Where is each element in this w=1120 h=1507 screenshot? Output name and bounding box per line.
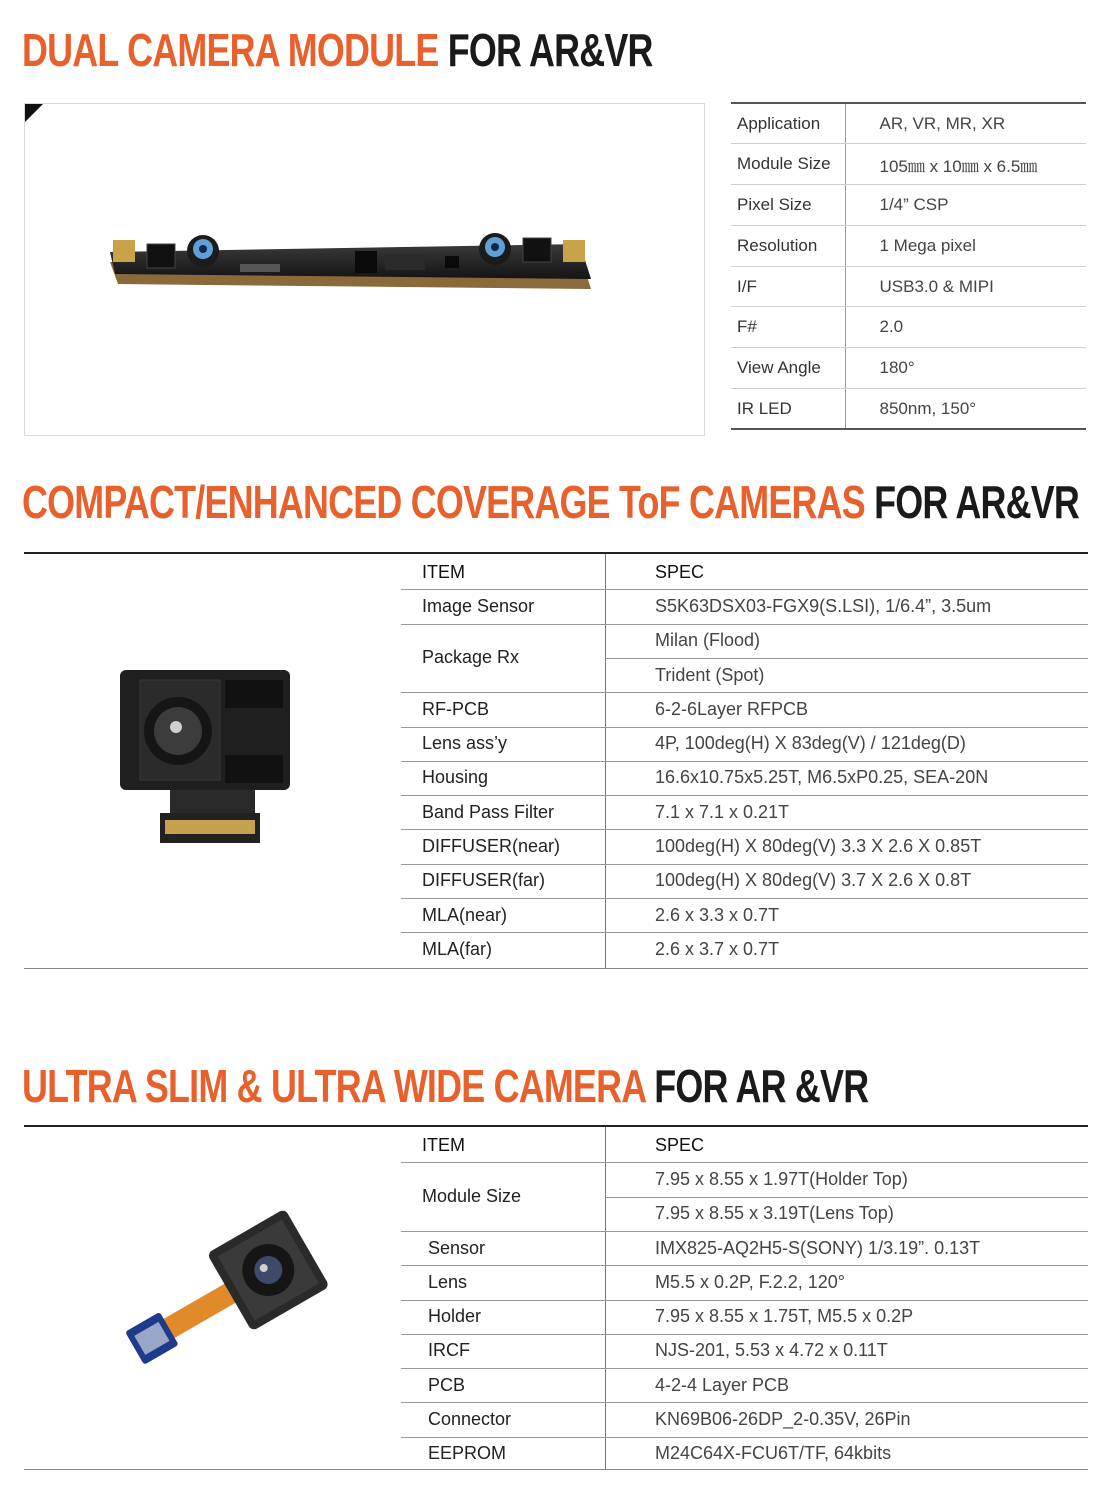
table-spec-value: 4P, 100deg(H) X 83deg(V) / 121deg(D) (655, 733, 966, 754)
table-item-label: Sensor (428, 1237, 486, 1258)
table-item-label: Band Pass Filter (422, 801, 555, 822)
table-item-label: EEPROM (428, 1443, 507, 1464)
spec-value: 105㎜ x 10㎜ x 6.5㎜ (845, 144, 1086, 185)
spec-label: Resolution (731, 225, 845, 266)
table-item-label: Package Rx (422, 647, 520, 668)
spec-label: F# (731, 307, 845, 348)
table-spec-value: 100deg(H) X 80deg(V) 3.3 X 2.6 X 0.85T (655, 836, 982, 857)
table-item-label: PCB (428, 1374, 466, 1395)
table-spec-value: KN69B06-26DP_2-0.35V, 26Pin (655, 1409, 911, 1430)
slim-camera-illustration (110, 1195, 340, 1395)
table-spec-value: Milan (Flood) (655, 630, 761, 651)
table-header-spec: SPEC (655, 1134, 705, 1155)
section1-title (22, 24, 653, 76)
tof-table-top-rule (24, 552, 1088, 554)
table-item-label: Holder (428, 1306, 482, 1327)
table-spec-value: 7.95 x 8.55 x 1.75T, M5.5 x 0.2P (655, 1306, 914, 1327)
tof-table-bottom-rule (24, 968, 1088, 969)
table-item-label: DIFFUSER(near) (422, 836, 561, 857)
table-spec-value: NJS-201, 5.53 x 4.72 x 0.11T (655, 1340, 888, 1361)
section1-title-orange: DUAL CAMERA MODULE (22, 24, 439, 76)
table-item-label: Image Sensor (422, 595, 535, 616)
table-spec-value: 16.6x10.75x5.25T, M6.5xP0.25, SEA-20N (655, 767, 989, 788)
table-item-label: MLA(near) (422, 904, 508, 925)
spec-label: Application (731, 103, 845, 144)
spec-label: Pixel Size (731, 185, 845, 226)
dual-camera-spec-table (731, 102, 1086, 430)
spec-label: I/F (731, 266, 845, 307)
spec-row (731, 307, 1086, 348)
spec-row (731, 103, 1086, 144)
table-item-label: Lens ass’y (422, 733, 508, 754)
spec-row (731, 266, 1086, 307)
table-spec-value: M5.5 x 0.2P, F.2.2, 120° (655, 1271, 845, 1292)
tof-camera-illustration (110, 665, 310, 865)
table-item-label: Lens (428, 1271, 468, 1292)
section2-title-dark: FOR AR&VR (874, 476, 1080, 528)
table-spec-value: 100deg(H) X 80deg(V) 3.7 X 2.6 X 0.8T (655, 870, 972, 891)
table-spec-value: 2.6 x 3.7 x 0.7T (655, 938, 780, 959)
spec-row (731, 348, 1086, 389)
table-spec-value: 2.6 x 3.3 x 0.7T (655, 904, 780, 925)
spec-value: 1/4” CSP (845, 185, 1086, 226)
table-spec-value: 6-2-6Layer RFPCB (655, 698, 809, 719)
section3-title-orange: ULTRA SLIM & ULTRA WIDE CAMERA (22, 1060, 646, 1112)
section1-title-dark: FOR AR&VR (447, 24, 653, 76)
dual-camera-board-illustration (25, 104, 706, 437)
spec-row (731, 144, 1086, 185)
section3-title-dark: FOR AR &VR (654, 1060, 869, 1112)
section2-title-orange: COMPACT/ENHANCED COVERAGE ToF CAMERAS (22, 476, 865, 528)
spec-label: View Angle (731, 348, 845, 389)
table-item-label: Module Size (422, 1186, 522, 1207)
table-spec-value: M24C64X-FCU6T/TF, 64kbits (655, 1443, 892, 1464)
table-spec-value: 7.95 x 8.55 x 3.19T(Lens Top) (655, 1203, 894, 1224)
table-item-label: DIFFUSER(far) (422, 870, 545, 891)
slim-table-top-rule (24, 1125, 1088, 1127)
section3-title (22, 1060, 869, 1112)
table-spec-value: 7.1 x 7.1 x 0.21T (655, 801, 790, 822)
table-item-label: RF-PCB (422, 698, 489, 719)
spec-value: 180° (845, 348, 1086, 389)
spec-row (731, 185, 1086, 226)
table-header-spec: SPEC (655, 561, 705, 582)
table-spec-value: S5K63DSX03-FGX9(S.LSI), 1/6.4”, 3.5um (655, 595, 992, 616)
table-header-item: ITEM (422, 561, 465, 582)
dual-camera-image (24, 103, 705, 436)
spec-row (731, 225, 1086, 266)
table-spec-value: 4-2-4 Layer PCB (655, 1374, 790, 1395)
spec-value: AR, VR, MR, XR (845, 103, 1086, 144)
spec-label: IR LED (731, 389, 845, 430)
table-spec-value: 7.95 x 8.55 x 1.97T(Holder Top) (655, 1168, 908, 1189)
spec-value: 1 Mega pixel (845, 225, 1086, 266)
table-item-label: Housing (422, 767, 489, 788)
section2-title (22, 476, 1080, 528)
table-header-item: ITEM (422, 1134, 465, 1155)
table-item-label: MLA(far) (422, 938, 493, 959)
spec-label: Module Size (731, 144, 845, 185)
spec-value: 850nm, 150° (879, 398, 977, 418)
table-spec-value: Trident (Spot) (655, 664, 765, 685)
spec-row (731, 389, 1086, 430)
spec-value: 2.0 (845, 307, 1086, 348)
table-item-label: Connector (428, 1409, 512, 1430)
spec-value: USB3.0 & MIPI (845, 266, 1086, 307)
table-item-label: IRCF (428, 1340, 470, 1361)
table-spec-value: IMX825-AQ2H5-S(SONY) 1/3.19”. 0.13T (655, 1237, 981, 1258)
